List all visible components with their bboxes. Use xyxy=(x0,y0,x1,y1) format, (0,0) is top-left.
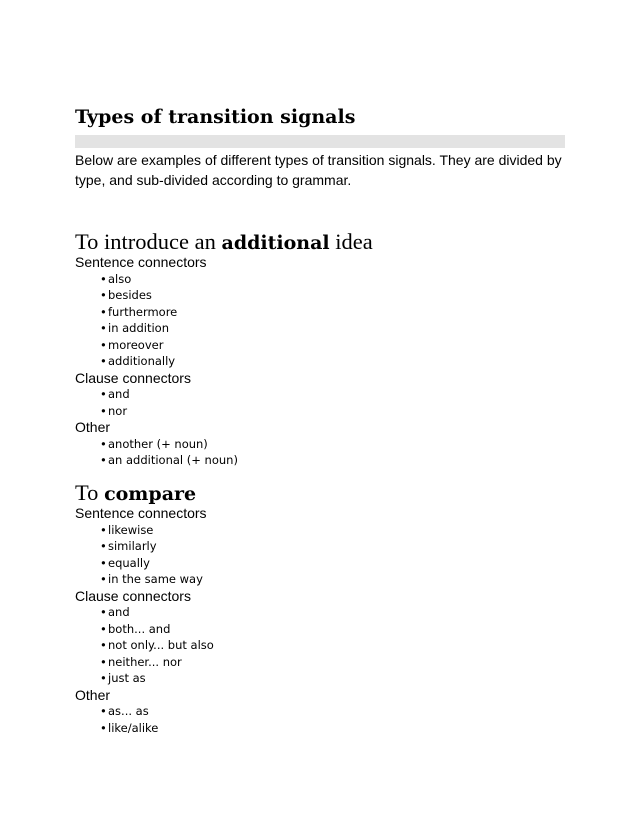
list-item xyxy=(100,720,565,737)
item-text: besides xyxy=(108,288,152,302)
heading-keyword: additional xyxy=(221,232,330,254)
list-item xyxy=(100,604,565,621)
bullet-icon: • xyxy=(100,555,107,570)
group-label-sentence-connectors: Sentence connectors xyxy=(75,505,207,521)
item-text: not only... but also xyxy=(108,638,214,652)
section-heading xyxy=(75,481,565,505)
item-text: nor xyxy=(108,403,128,418)
list-item xyxy=(100,304,565,321)
item-list xyxy=(75,386,565,419)
heading-suffix: idea xyxy=(329,229,373,254)
list-item xyxy=(100,403,565,420)
page-title: Types of transition signals xyxy=(75,106,356,128)
bullet-icon: • xyxy=(100,720,107,735)
bullet-icon: • xyxy=(100,387,107,401)
list-item xyxy=(100,621,565,638)
list-item xyxy=(100,637,565,654)
bullet-icon: • xyxy=(100,453,107,467)
bullet-icon: • xyxy=(100,522,107,537)
group-label-other: Other xyxy=(75,419,111,435)
section-compare xyxy=(75,481,565,736)
item-text: and xyxy=(108,605,130,619)
list-item xyxy=(100,555,565,572)
list-item xyxy=(100,571,565,588)
item-text: furthermore xyxy=(108,304,178,319)
group-label-clause-connectors: Clause connectors xyxy=(75,369,191,386)
item-text: like/alike xyxy=(108,720,159,735)
list-item xyxy=(100,353,565,370)
list-item xyxy=(100,522,565,539)
bullet-icon: • xyxy=(100,321,107,335)
group-label-clause-connectors: Clause connectors xyxy=(75,587,191,604)
item-text: just as xyxy=(108,671,146,685)
bullet-icon: • xyxy=(100,354,107,368)
list-item xyxy=(100,287,565,304)
group-label-other: Other xyxy=(75,686,111,703)
item-text: equally xyxy=(108,555,150,570)
heading-prefix: To introduce an xyxy=(75,229,222,254)
bullet-icon: • xyxy=(100,271,107,286)
bullet-icon: • xyxy=(100,654,107,669)
bullet-icon: • xyxy=(100,403,107,418)
group-label-sentence-connectors: Sentence connectors xyxy=(75,254,207,270)
bullet-icon: • xyxy=(100,337,107,352)
heading-prefix: To xyxy=(75,480,105,505)
list-item xyxy=(100,271,565,288)
bullet-icon: • xyxy=(100,621,107,636)
bullet-icon: • xyxy=(100,304,107,319)
intro-paragraph: Below are examples of different types of transition signals. They are divided by type, and sub-divided according to grammar. xyxy=(75,152,562,188)
item-list xyxy=(75,604,565,687)
item-text: similarly xyxy=(108,539,157,553)
bullet-icon: • xyxy=(100,539,107,553)
item-text: both... and xyxy=(108,621,171,636)
item-text: in the same way xyxy=(108,572,203,586)
bullet-icon: • xyxy=(100,704,107,718)
list-item xyxy=(100,386,565,403)
list-item xyxy=(100,654,565,671)
item-list xyxy=(75,522,565,588)
bullet-icon: • xyxy=(100,605,107,619)
bullet-icon: • xyxy=(100,671,107,685)
list-item xyxy=(100,703,565,720)
list-item xyxy=(100,538,565,555)
item-text: an additional (+ noun) xyxy=(108,453,238,467)
item-text: and xyxy=(108,387,130,401)
section-additional xyxy=(75,230,565,469)
bullet-icon: • xyxy=(100,572,107,586)
item-text: moreover xyxy=(108,337,164,352)
item-text: also xyxy=(108,271,132,286)
bullet-icon: • xyxy=(100,288,107,302)
title-divider-bar xyxy=(75,135,565,148)
bullet-icon: • xyxy=(100,436,107,451)
item-text: as... as xyxy=(108,704,149,718)
list-item xyxy=(100,320,565,337)
section-heading xyxy=(75,230,565,254)
item-text: another (+ noun) xyxy=(108,436,208,451)
heading-keyword: compare xyxy=(104,483,197,505)
item-text: additionally xyxy=(108,354,176,368)
list-item xyxy=(100,452,565,469)
item-list xyxy=(75,436,565,469)
item-text: likewise xyxy=(108,522,154,537)
list-item xyxy=(100,337,565,354)
item-text: neither... nor xyxy=(108,654,182,669)
bullet-icon: • xyxy=(100,638,107,652)
list-item xyxy=(100,436,565,453)
item-list xyxy=(75,703,565,736)
list-item xyxy=(100,670,565,687)
item-text: in addition xyxy=(108,321,170,335)
item-list xyxy=(75,271,565,370)
